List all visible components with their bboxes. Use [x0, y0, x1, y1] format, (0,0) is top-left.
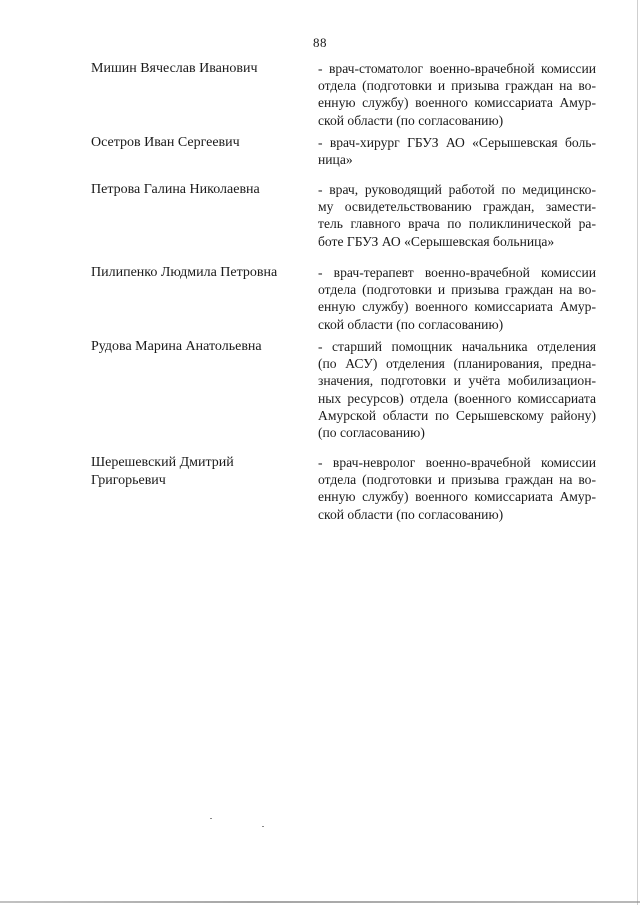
member-role [318, 264, 596, 333]
scan-edge-bottom [0, 901, 640, 903]
role-line: Амурской области по Серышевскому району) [318, 407, 596, 423]
member-name-line: Петрова Галина Николаевна [91, 182, 260, 197]
role-line: - старший помощник начальника отделения [318, 339, 596, 354]
role-line: - врач-терапевт военно-врачебной комиссии [318, 265, 596, 280]
member-name-line: Пилипенко Людмила Петровна [91, 265, 278, 280]
role-line: ница» [318, 152, 353, 168]
role-line: - врач-хирург ГБУЗ АО «Серышевская боль- [318, 135, 596, 150]
role-line: отдела (подготовки и призыва граждан на во- [318, 282, 596, 298]
member-name [91, 338, 301, 356]
member-name-line: Рудова Марина Анатольевна [91, 339, 262, 354]
role-line: отдела (подготовки и призыва граждан на во- [318, 78, 596, 94]
member-role [318, 454, 596, 523]
page-number: 88 [313, 35, 327, 50]
member-name [91, 264, 301, 282]
member-role [318, 181, 596, 250]
role-line: му освидетельствованию граждан, замести- [318, 199, 596, 215]
role-line: - врач, руководящий работой по медицинско- [318, 182, 596, 197]
role-line: енную службу) военного комиссариата Амур- [318, 299, 596, 315]
scan-edge-right [637, 0, 638, 905]
member-name [91, 60, 301, 78]
member-role [318, 60, 596, 129]
role-line: (по согласованию) [318, 425, 425, 441]
member-name-line: Осетров Иван Сергеевич [91, 135, 240, 150]
member-role [318, 134, 596, 168]
role-line: (по АСУ) отделения (планирования, предна- [318, 356, 596, 372]
role-line: енную службу) военного комиссариата Амур- [318, 489, 596, 505]
role-line: енную службу) военного комиссариата Амур- [318, 95, 596, 111]
role-line: - врач-стоматолог военно-врачебной комиссии [318, 61, 596, 76]
member-name-line: Мишин Вячеслав Иванович [91, 61, 258, 76]
role-line: боте ГБУЗ АО «Серышевская больница» [318, 233, 555, 249]
member-name [91, 454, 301, 490]
role-line: значения, подготовки и учёта мобилизацион- [318, 373, 596, 389]
member-role [318, 338, 596, 441]
role-line: - врач-невролог военно-врачебной комиссии [318, 455, 596, 470]
scan-speck [262, 826, 264, 827]
member-name-line: Григорьевич [91, 473, 166, 488]
role-line: ных ресурсов) отдела (военного комиссариата [318, 390, 596, 406]
scan-speck [210, 818, 212, 819]
member-name-line: Шерешевский Дмитрий [91, 455, 234, 470]
member-name [91, 181, 301, 199]
role-line: отдела (подготовки и призыва граждан на во- [318, 472, 596, 488]
role-line: ской области (по согласованию) [318, 112, 504, 128]
role-line: ской области (по согласованию) [318, 316, 504, 332]
role-line: ской области (по согласованию) [318, 506, 504, 522]
role-line: тель главного врача по поликлинической ра- [318, 216, 596, 232]
member-name [91, 134, 301, 152]
